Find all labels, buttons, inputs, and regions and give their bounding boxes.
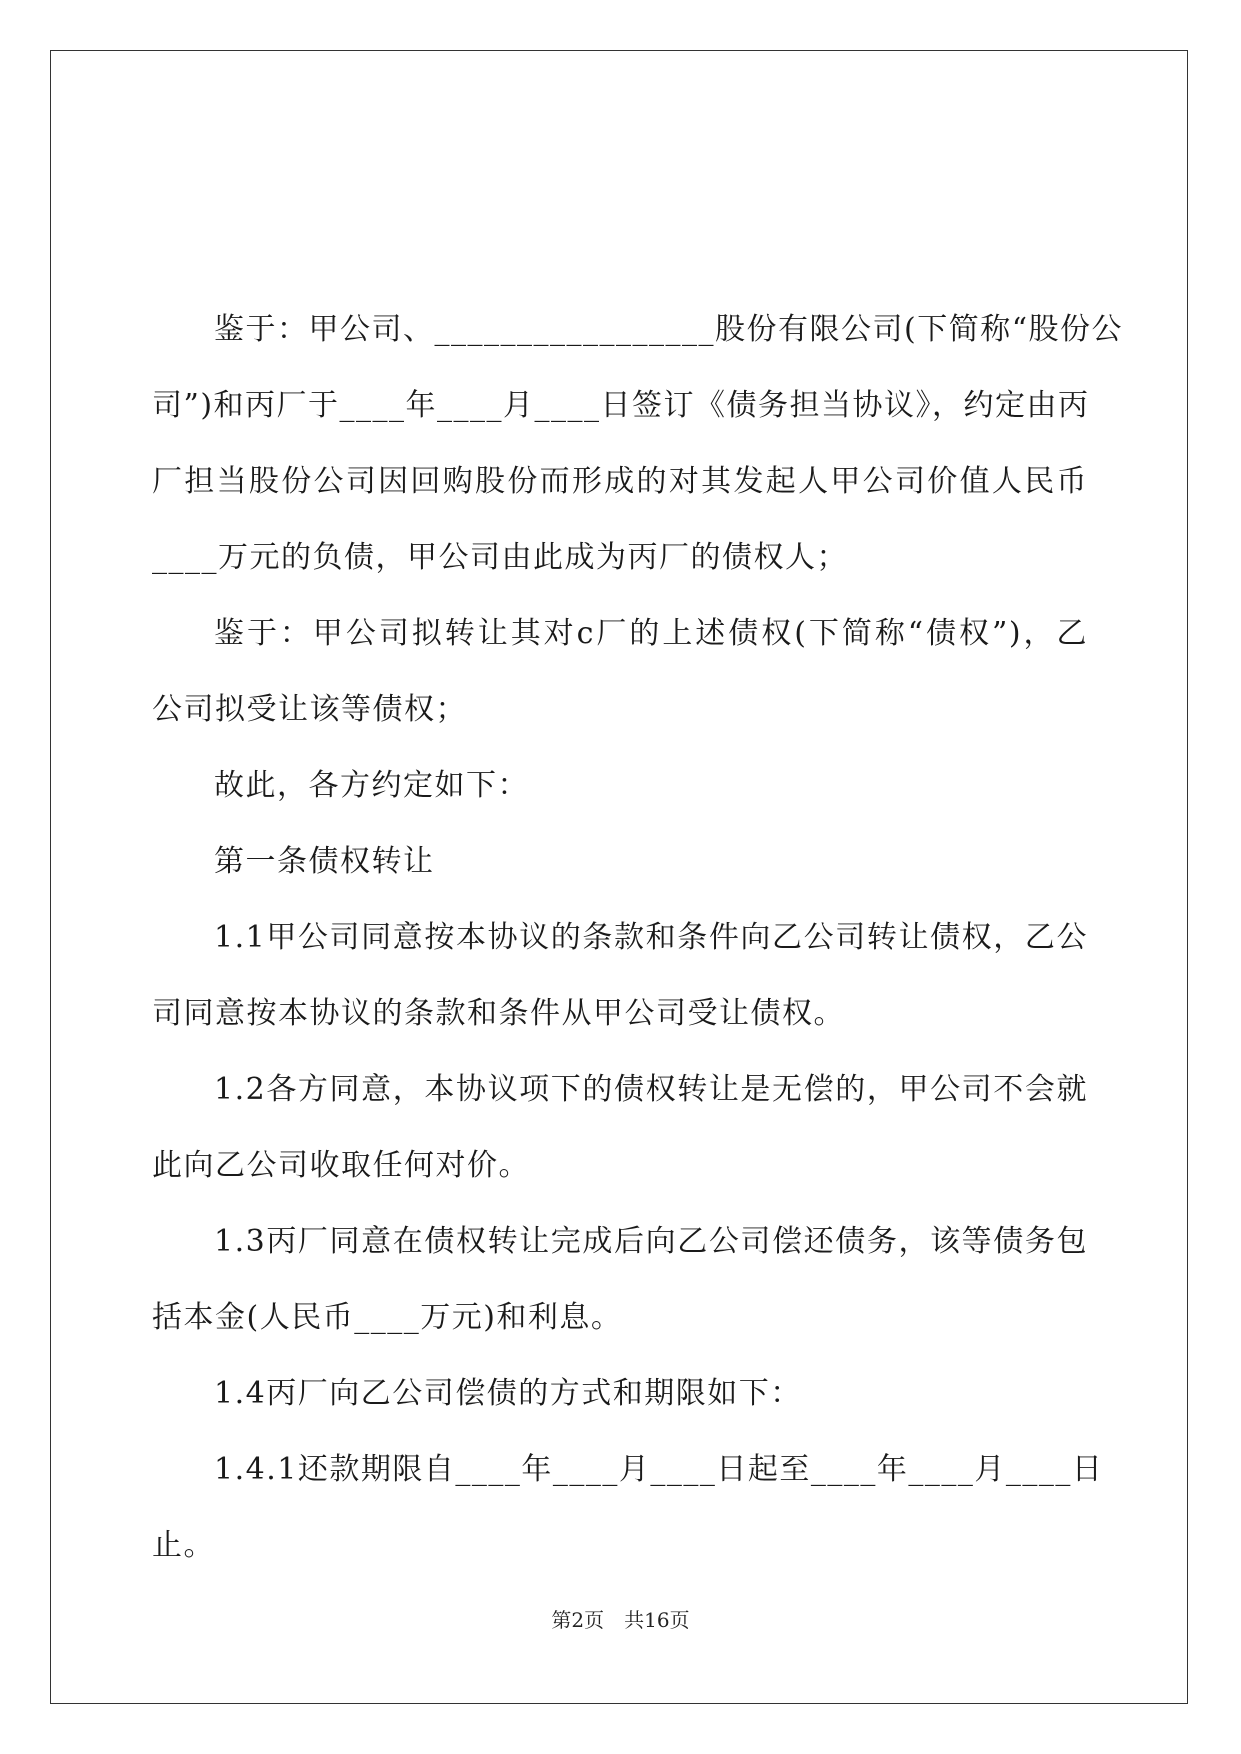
- text-line: 1.2各方同意，本协议项下的债权转让是无偿的，甲公司不会就: [214, 1072, 1088, 1107]
- section-heading: 第一条债权转让: [214, 844, 435, 879]
- text-line: 鉴于：甲公司、_________________股份有限公司(下简称“股份公: [214, 312, 1124, 347]
- text-line: 故此，各方约定如下：: [214, 768, 529, 803]
- page-number: 第2页: [551, 1608, 605, 1632]
- page-footer: [0, 1606, 1241, 1634]
- text-line: 公司拟受让该等债权；: [152, 692, 467, 727]
- text-line: 1.1甲公司同意按本协议的条款和条件向乙公司转让债权，乙公: [214, 920, 1088, 955]
- page-total: 共16页: [624, 1608, 690, 1632]
- text-line: ____万元的负债，甲公司由此成为丙厂的债权人；: [152, 540, 848, 575]
- text-line: 此向乙公司收取任何对价。: [152, 1148, 530, 1183]
- text-line: 司”)和丙厂于____年____月____日签订《债务担当协议》，约定由丙: [152, 388, 1090, 423]
- text-line: 鉴于：甲公司拟转让其对c厂的上述债权(下简称“债权”)，乙: [214, 616, 1088, 651]
- text-line: 1.3丙厂同意在债权转让完成后向乙公司偿还债务，该等债务包: [214, 1224, 1088, 1259]
- text-line: 司同意按本协议的条款和条件从甲公司受让债权。: [152, 996, 845, 1031]
- text-line: 括本金(人民币____万元)和利息。: [152, 1300, 623, 1335]
- text-line: 1.4丙厂向乙公司偿债的方式和期限如下：: [214, 1376, 802, 1411]
- text-line: 止。: [152, 1528, 215, 1563]
- text-line: 厂担当股份公司因回购股份而形成的对其发起人甲公司价值人民币: [152, 464, 1088, 499]
- text-line: 1.4.1还款期限自____年____月____日起至____年____月____日: [214, 1452, 1104, 1487]
